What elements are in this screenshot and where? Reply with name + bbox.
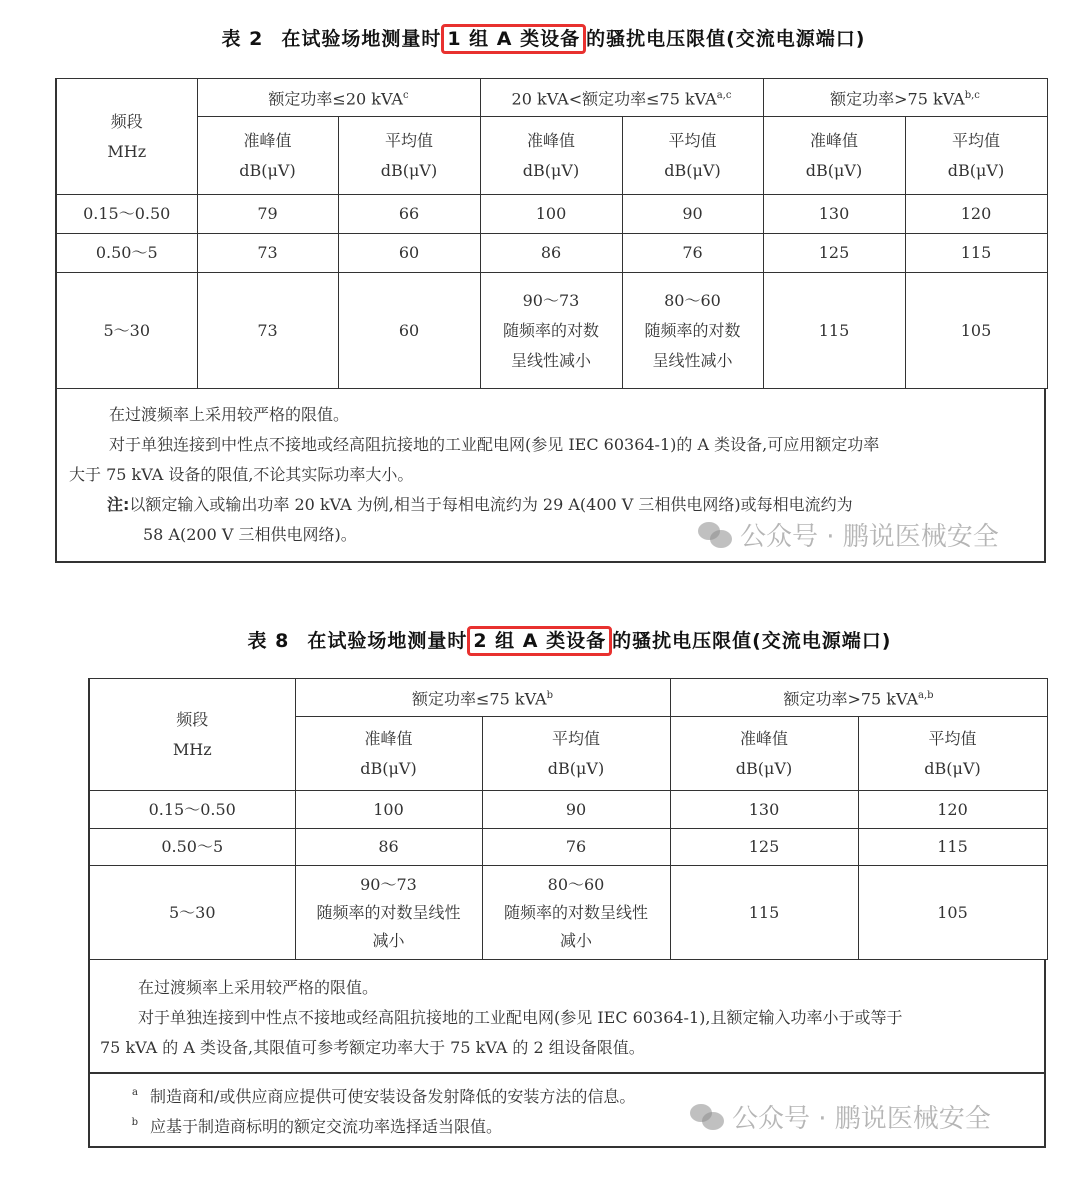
table2-cell: 76: [622, 234, 763, 273]
table8-qp-header-2: 准峰值 dB(μV): [670, 717, 858, 791]
table8-caption-post: 的骚扰电压限值(交流电源端口): [612, 630, 892, 652]
table8-freq-cell: 0.15～0.50: [89, 791, 295, 829]
wechat-icon: [690, 1104, 724, 1130]
table8-cell: 76: [482, 829, 670, 866]
table8-caption-highlight: 2 组 A 类设备: [467, 626, 612, 656]
table8-cell: 115: [670, 866, 858, 960]
table2-qp-text-cell: 90～73 随频率的对数 呈线性减小: [480, 273, 622, 389]
table2-freq-cell: 0.50～5: [56, 234, 197, 273]
table2-cell: 100: [480, 195, 622, 234]
table-row: [89, 791, 1047, 829]
table8-caption-number: 表 8: [247, 630, 290, 652]
table2-cell: 125: [763, 234, 905, 273]
table2-cell: 90: [622, 195, 763, 234]
table2-av-header-1: 平均值 dB(μV): [338, 117, 480, 195]
table8-av-header-2: 平均值 dB(μV): [858, 717, 1047, 791]
table8-footnote-a: a 制造商和/或供应商应提供可使安装设备发射降低的安装方法的信息。: [132, 1087, 636, 1106]
table2-qp-header-3: 准峰值 dB(μV): [763, 117, 905, 195]
table8-cell: 130: [670, 791, 858, 829]
table2-cell: 66: [338, 195, 480, 234]
table8-group-2: 额定功率>75 kVA$^{a,b}$: [670, 679, 1047, 717]
table8-cell: 120: [858, 791, 1047, 829]
table2-group-1: 额定功率≤20 kVA$^c$: [197, 79, 480, 117]
table8-footnote-b: b 应基于制造商标明的额定交流功率选择适当限值。: [131, 1117, 503, 1136]
table8-freq-unit: MHz: [172, 739, 212, 759]
table8-freq-header: [89, 679, 295, 791]
watermark-2: 公众号 · 鹏说医械安全: [690, 1098, 991, 1135]
table2-cell: 73: [197, 273, 338, 389]
table8-cell: 100: [295, 791, 482, 829]
table2-note-3b: 58 A(200 V 三相供电网络)。: [143, 525, 357, 544]
table8-caption: [0, 626, 1087, 653]
table2-note-2a: 对于单独连接到中性点不接地或经高阻抗接地的工业配电网(参见 IEC 60364-1)的 A 类设备,可应用额定功率: [109, 435, 880, 454]
table2-freq-unit: MHz: [107, 141, 147, 161]
table2-av-header-2: 平均值 dB(μV): [622, 117, 763, 195]
table8-cell: 125: [670, 829, 858, 866]
table8-cell: 105: [858, 866, 1047, 960]
table2-caption: [0, 24, 1087, 51]
table8-cell: 86: [295, 829, 482, 866]
table-row: [56, 195, 1047, 234]
table2-cell: 130: [763, 195, 905, 234]
table2-av-header-3: 平均值 dB(μV): [905, 117, 1047, 195]
table8-cell: 90: [482, 791, 670, 829]
table8-note-2b: 75 kVA 的 A 类设备,其限值可参考额定功率大于 75 kVA 的 2 组设备限值。: [100, 1038, 645, 1057]
table8: [88, 678, 1048, 960]
table2-freq-header: [56, 79, 197, 195]
table-row: [56, 273, 1047, 389]
table2-cell: 86: [480, 234, 622, 273]
table2-caption-pre: 在试验场地测量时: [281, 28, 442, 50]
table8-qp-text-cell: 90～73 随频率的对数呈线性 减小: [295, 866, 482, 960]
table8-notes: [88, 959, 1046, 1074]
table2-qp-header-1: 准峰值 dB(μV): [197, 117, 338, 195]
table8-note-1: 在过渡频率上采用较严格的限值。: [138, 978, 379, 997]
table2-group-3: 额定功率>75 kVA$^{b,c}$: [763, 79, 1047, 117]
table2: [55, 78, 1048, 389]
table2-cell: 120: [905, 195, 1047, 234]
table2-qp-header-2: 准峰值 dB(μV): [480, 117, 622, 195]
table8-freq-label: 频段: [176, 709, 209, 729]
table-row: [89, 829, 1047, 866]
table8-qp-header-1: 准峰值 dB(μV): [295, 717, 482, 791]
table2-caption-highlight: 1 组 A 类设备: [441, 24, 586, 54]
table2-caption-number: 表 2: [221, 28, 264, 50]
table8-freq-cell: 5～30: [89, 866, 295, 960]
table8-av-header-1: 平均值 dB(μV): [482, 717, 670, 791]
table8-group-1: 额定功率≤75 kVA$^b$: [295, 679, 670, 717]
table8-freq-cell: 0.50～5: [89, 829, 295, 866]
table-row: [56, 234, 1047, 273]
table2-cell: 105: [905, 273, 1047, 389]
table8-av-text-cell: 80～60 随频率的对数呈线性 减小: [482, 866, 670, 960]
table2-note-2b: 大于 75 kVA 设备的限值,不论其实际功率大小。: [69, 465, 414, 484]
table2-cell: 60: [338, 273, 480, 389]
table2-cell: 79: [197, 195, 338, 234]
table2-cell: 60: [338, 234, 480, 273]
table2-note-1: 在过渡频率上采用较严格的限值。: [109, 405, 350, 424]
wechat-icon: [698, 522, 732, 548]
table-row: [89, 866, 1047, 960]
table8-caption-pre: 在试验场地测量时: [307, 630, 468, 652]
table2-cell: 115: [905, 234, 1047, 273]
table8-note-2a: 对于单独连接到中性点不接地或经高阻抗接地的工业配电网(参见 IEC 60364-1),且额定输入功率小于或等于: [138, 1008, 903, 1027]
table2-freq-label: 频段: [110, 111, 143, 131]
table2-note-3-label: 注:: [107, 495, 130, 514]
table2-freq-cell: 5～30: [56, 273, 197, 389]
table2-group-2: 20 kVA<额定功率≤75 kVA$^{a,c}$: [480, 79, 763, 117]
table8-cell: 115: [858, 829, 1047, 866]
table2-cell: 73: [197, 234, 338, 273]
table2-cell: 115: [763, 273, 905, 389]
table2-freq-cell: 0.15～0.50: [56, 195, 197, 234]
table2-note-3a: 以额定输入或输出功率 20 kVA 为例,相当于每相电流约为 29 A(400 V 三相供电网络)或每相电流约为: [129, 495, 853, 514]
table2-av-text-cell: 80～60 随频率的对数 呈线性减小: [622, 273, 763, 389]
table2-caption-post: 的骚扰电压限值(交流电源端口): [586, 28, 866, 50]
watermark-1: 公众号 · 鹏说医械安全: [698, 516, 999, 553]
